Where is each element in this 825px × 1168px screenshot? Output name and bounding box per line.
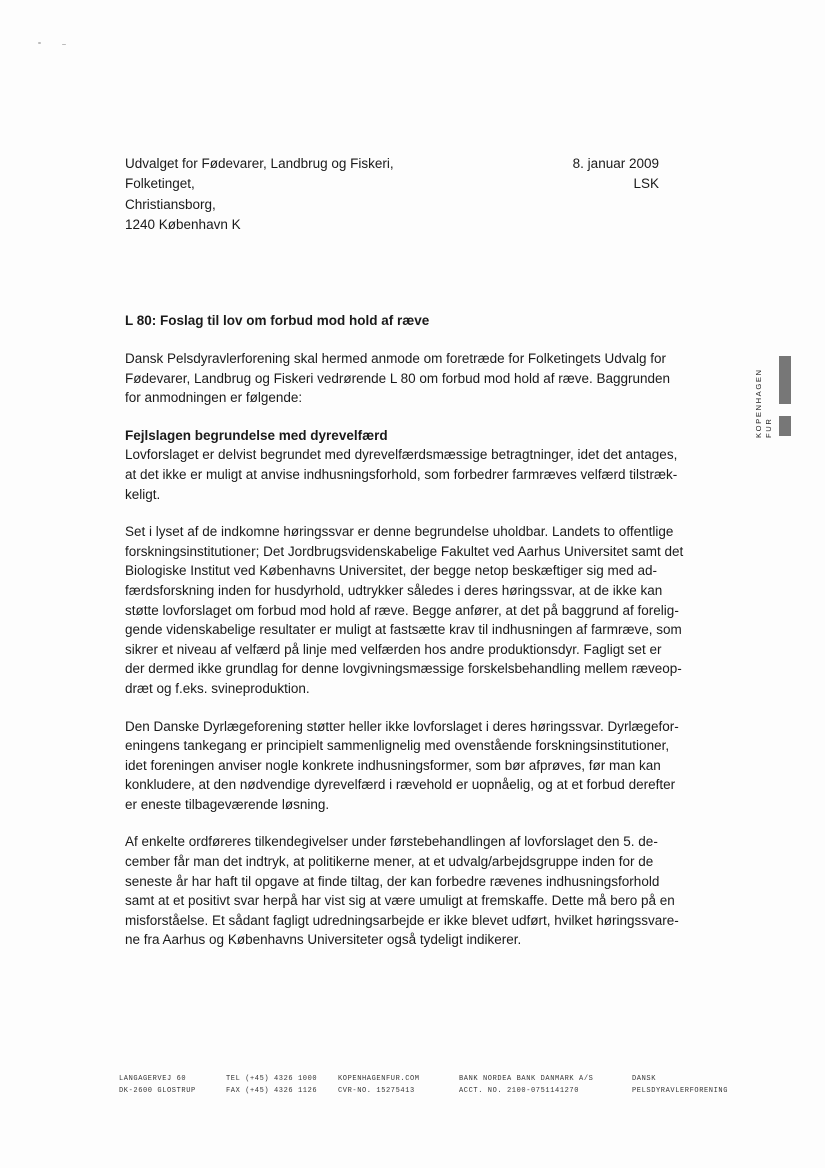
text-line: Den Danske Dyrlægeforening støtter heller ikke lovforslaget i deres høringssvar. Dyrlægefor- xyxy=(125,718,679,734)
footer-web xyxy=(338,1073,420,1097)
recipient-line: Christiansborg, xyxy=(125,196,216,212)
text-line: gende videnskabelige resultater er muligt at fastsætte krav til indhusningen af farmræve, som xyxy=(125,622,682,638)
footer-phone xyxy=(226,1073,317,1097)
recipient-line: Folketinget, xyxy=(125,176,195,192)
text-line: der dermed ikke grundlag for denne lovgivningsmæssige forskelsbehandling mellem ræveop- xyxy=(125,661,682,677)
footer-bank xyxy=(459,1073,593,1097)
text-line: forskningsinstitutioner; Det Jordbrugsvidenskabelige Fakultet ved Aarhus Universitet samt det xyxy=(125,543,684,559)
letter-initials: LSK xyxy=(633,176,659,192)
text-line: eningens tankegang er principielt sammenlignelig med ovenstående forskningsinstitutioner, xyxy=(125,738,670,754)
text-line: Set i lyset af de indkomne høringssvar er denne begrundelse uholdbar. Landets to offentlige xyxy=(125,524,674,540)
footer-text: BANK NORDEA BANK DANMARK A/S xyxy=(459,1075,594,1083)
letter-body xyxy=(125,349,684,968)
paragraph-welfare xyxy=(125,426,678,504)
text-line: Lovforslaget er delvist begrundet med dyrevelfærdsmæssige betragtninger, idet det antages, xyxy=(125,447,678,463)
footer-text: ACCT. NO. 2100-0751141270 xyxy=(459,1087,580,1095)
footer-text: LANGAGERVEJ 60 xyxy=(119,1075,187,1083)
text-line: konkludere, at den nødvendige dyrevelfærd i rævehold er uopnåelig, og at et forbud derefter xyxy=(125,777,676,793)
text-line: ne fra Aarhus og Københavns Universiteter også tydeligt indikerer. xyxy=(125,932,522,948)
text-line: samt at et positivt svar herpå har vist sig at være umuligt at fremskaffe. Dette må bero på en xyxy=(125,893,675,909)
footer-text: TEL (+45) 4326 1000 xyxy=(226,1075,318,1083)
logo-bar-bottom xyxy=(779,416,791,436)
logo-line-2: FUR xyxy=(764,417,773,438)
text-line: at det ikke er muligt at anvise indhusningsforhold, som forbedrer farmræves velfærd tilstræk- xyxy=(125,466,678,482)
footer-organisation xyxy=(632,1073,728,1097)
text-line: for anmodningen er følgende: xyxy=(125,390,303,406)
letter-date: 8. januar 2009 xyxy=(572,156,659,171)
paragraph-first-reading xyxy=(125,832,679,950)
logo-wordmark xyxy=(752,354,776,438)
recipient-line: Udvalget for Fødevarer, Landbrug og Fiskeri, xyxy=(125,156,394,171)
text-line: er eneste tilbageværende løsning. xyxy=(125,796,330,812)
footer-text: PELSDYRAVLERFORENING xyxy=(632,1087,729,1095)
section-heading: Fejlslagen begrundelse med dyrevelfærd xyxy=(125,427,388,443)
footer-text: FAX (+45) 4326 1126 xyxy=(226,1087,318,1095)
logo-line-1: KOPENHAGEN xyxy=(754,368,763,438)
footer-text: DK-2600 GLOSTRUP xyxy=(119,1087,196,1095)
text-line: idet foreningen anviser nogle konkrete indhusningsformer, som bør afprøves, før man kan xyxy=(125,757,661,773)
footer-text: CVR-NO. 15275413 xyxy=(338,1087,415,1095)
footer-text: DANSK xyxy=(632,1075,657,1083)
paragraph-hearing-responses xyxy=(125,522,684,698)
scan-speck xyxy=(62,44,66,45)
scan-speck xyxy=(38,42,41,44)
text-line: støtte lovforslaget om forbud mod hold af ræve. Begge anfører, at det på baggrund af forelig- xyxy=(125,602,679,618)
text-line: Dansk Pelsdyravlerforening skal hermed anmode om foretræde for Folketingets Udvalg for xyxy=(125,351,667,366)
paragraph-veterinarians xyxy=(125,717,679,815)
letter-meta xyxy=(540,154,659,195)
letter-subject: L 80: Foslag til lov om forbud mod hold af ræve xyxy=(125,313,430,328)
footer-address xyxy=(119,1073,196,1097)
recipient-address xyxy=(125,154,394,235)
text-line: Af enkelte ordføreres tilkendegivelser under førstebehandlingen af lovforslaget den 5. de- xyxy=(125,834,658,850)
kopenhagen-fur-logo xyxy=(752,354,794,438)
logo-bar-top xyxy=(779,356,791,404)
text-line: seneste år har haft til opgave at finde tiltag, der kan forbedre rævenes indhusningsforhold xyxy=(125,873,660,889)
text-line: færdsforskning inden for husdyrhold, udtrykker således i deres høringssvar, at de ikke kan xyxy=(125,582,663,598)
text-line: misforståelse. Et sådant fagligt udredningsarbejde er ikke blevet udført, hvilket høringssvare- xyxy=(125,912,679,928)
text-line: keligt. xyxy=(125,486,161,502)
text-line: dræt og f.eks. svineproduktion. xyxy=(125,680,310,696)
text-line: Fødevarer, Landbrug og Fiskeri vedrørende L 80 om forbud mod hold af ræve. Baggrunden xyxy=(125,370,671,386)
footer-text: KOPENHAGENFUR.COM xyxy=(338,1075,420,1083)
text-line: Biologiske Institut ved Københavns Universitet, der begge netop beskæftiger sig med ad- xyxy=(125,563,658,579)
text-line: cember får man det indtryk, at politikerne mener, at et udvalg/arbejdsgruppe inden for de xyxy=(125,854,654,870)
paragraph-request xyxy=(125,349,671,408)
recipient-line: 1240 København K xyxy=(125,216,241,232)
text-line: sikrer et niveau af velfærd på linje med velfærden hos andre produktionsdyr. Fagligt set er xyxy=(125,641,662,657)
